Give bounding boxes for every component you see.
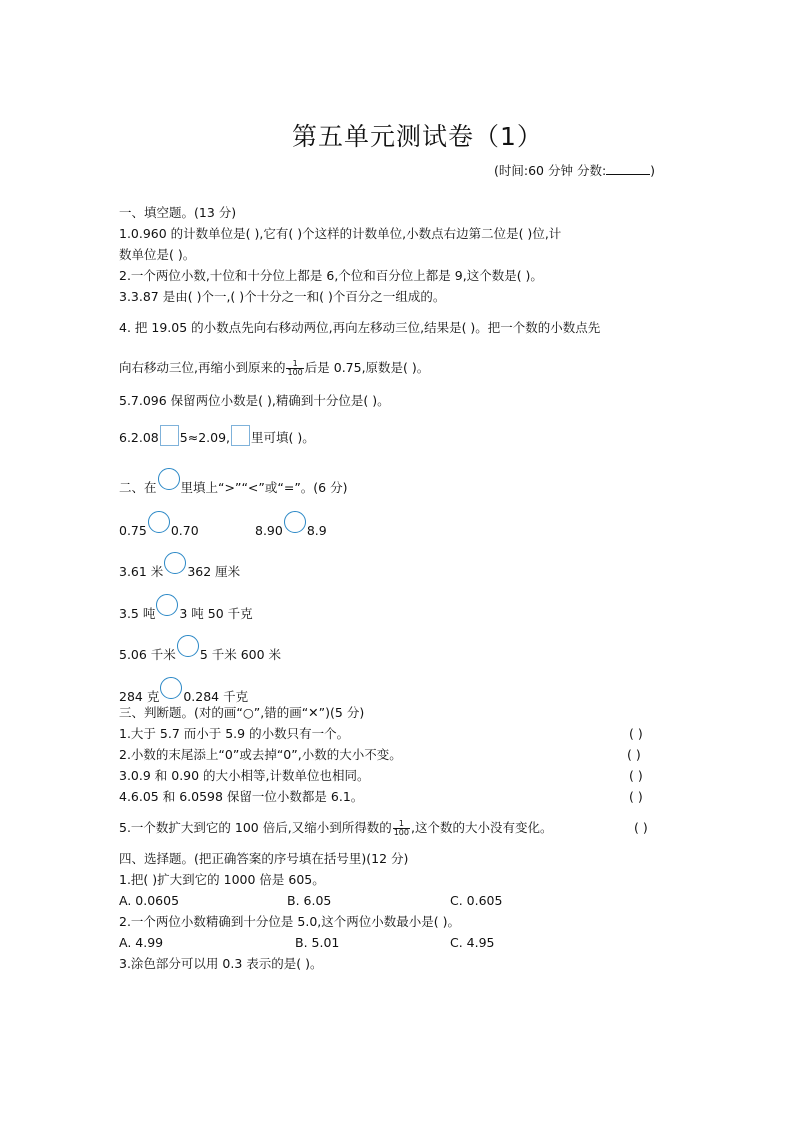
fraction-denominator: 100	[287, 368, 303, 377]
judge-item-5-after: ,这个数的大小没有变化。	[411, 820, 553, 835]
s2-heading-after: 里填上“>”“<”或“=”。(6 分)	[180, 480, 348, 495]
s1-question-1-line-2: 数单位是( )。	[119, 247, 196, 262]
compare-right: 362 厘米	[187, 564, 241, 579]
compare-row-1b	[255, 511, 327, 539]
judge-item-5-before: 5.一个数扩大到它的 100 倍后,又缩小到所得数的	[119, 820, 392, 835]
judge-paren[interactable]: ( )	[634, 820, 648, 835]
judge-paren[interactable]: ( )	[629, 726, 643, 741]
digit-box[interactable]	[160, 425, 179, 446]
compare-row-4	[119, 635, 281, 663]
judge-paren[interactable]: ( )	[629, 768, 643, 783]
compare-row-1a	[119, 511, 199, 539]
compare-circle[interactable]	[284, 511, 306, 533]
section-3-heading: 三、判断题。(对的画“○”,错的画“✕”)(5 分)	[119, 705, 365, 720]
fraction-numerator: 1	[286, 360, 303, 369]
s1-question-4-line-2	[119, 360, 429, 377]
exam-meta-suffix: )	[650, 163, 656, 178]
s1-question-2: 2.一个两位小数,十位和十分位上都是 6,个位和百分位上都是 9,这个数是( )。	[119, 268, 543, 283]
section-2-heading	[119, 468, 347, 496]
compare-right: 8.9	[306, 523, 327, 538]
compare-left: 3.61 米	[119, 564, 164, 579]
page-title: 第五单元测试卷（1）	[292, 122, 543, 151]
fraction-one-hundredth	[286, 360, 303, 377]
s1-question-4-line-1: 4. 把 19.05 的小数点先向右移动两位,再向左移动三位,结果是( )。把一个数的小数点先	[119, 320, 601, 335]
choice-option-a[interactable]: A. 0.0605	[119, 893, 180, 908]
section-4-heading: 四、选择题。(把正确答案的序号填在括号里)(12 分)	[119, 851, 409, 866]
judge-paren[interactable]: ( )	[627, 747, 641, 762]
compare-left: 0.75	[119, 523, 147, 538]
fraction-numerator: 1	[393, 820, 410, 829]
judge-paren[interactable]: ( )	[629, 789, 643, 804]
fraction-denominator: 100	[393, 828, 409, 837]
choice-question-3: 3.涂色部分可以用 0.3 表示的是( )。	[119, 956, 323, 971]
choice-question-2: 2.一个两位小数精确到十分位是 5.0,这个两位小数最小是( )。	[119, 914, 460, 929]
judge-item-4: 4.6.05 和 6.0598 保留一位小数都是 6.1。	[119, 789, 364, 804]
s1-q4-text-after: 后是 0.75,原数是( )。	[304, 360, 430, 375]
choice-option-c[interactable]: C. 0.605	[450, 893, 503, 908]
choice-option-a[interactable]: A. 4.99	[119, 935, 164, 950]
compare-circle[interactable]	[164, 552, 186, 574]
judge-item-5	[119, 820, 552, 837]
s1-question-6	[119, 425, 315, 446]
compare-circle[interactable]	[160, 677, 182, 699]
exam-meta-prefix: (时间:60 分钟 分数:	[494, 163, 607, 178]
fraction-one-hundredth	[393, 820, 410, 837]
compare-left: 3.5 吨	[119, 606, 156, 621]
judge-item-2: 2.小数的末尾添上“0”或去掉“0”,小数的大小不变。	[119, 747, 402, 762]
compare-right: 5 千米 600 米	[199, 647, 282, 662]
choice-option-b[interactable]: B. 6.05	[287, 893, 332, 908]
choice-question-1: 1.把( )扩大到它的 1000 倍是 605。	[119, 872, 325, 887]
compare-circle[interactable]	[148, 511, 170, 533]
compare-row-2	[119, 552, 240, 580]
compare-left: 284 克	[119, 689, 160, 704]
judge-item-1: 1.大于 5.7 而小于 5.9 的小数只有一个。	[119, 726, 350, 741]
compare-right: 0.70	[170, 523, 199, 538]
s2-heading-before: 二、在	[119, 480, 157, 495]
judge-item-3: 3.0.9 和 0.90 的大小相等,计数单位也相同。	[119, 768, 370, 783]
score-blank[interactable]	[606, 162, 650, 175]
s1-q6-part-c: 里可填( )。	[251, 430, 315, 445]
compare-row-3	[119, 594, 253, 622]
s1-q6-part-a: 6.2.08	[119, 430, 159, 445]
compare-left: 5.06 千米	[119, 647, 176, 662]
compare-right: 3 吨 50 千克	[179, 606, 253, 621]
digit-box-reference	[231, 425, 250, 446]
compare-circle[interactable]	[177, 635, 199, 657]
compare-row-5	[119, 677, 248, 705]
compare-right: 0.284 千克	[183, 689, 249, 704]
exam-meta	[494, 162, 655, 179]
section-1-heading: 一、填空题。(13 分)	[119, 205, 237, 220]
s1-question-1-line-1: 1.0.960 的计数单位是( ),它有( )个这样的计数单位,小数点右边第二位是( )位,计	[119, 226, 562, 241]
compare-left: 8.90	[255, 523, 283, 538]
choice-option-b[interactable]: B. 5.01	[295, 935, 340, 950]
compare-circle-reference	[158, 468, 180, 490]
compare-circle[interactable]	[156, 594, 178, 616]
s1-q4-text-before: 向右移动三位,再缩小到原来的	[119, 360, 286, 375]
s1-question-3: 3.3.87 是由( )个一,( )个十分之一和( )个百分之一组成的。	[119, 289, 446, 304]
s1-question-5: 5.7.096 保留两位小数是( ),精确到十分位是( )。	[119, 393, 390, 408]
s1-q6-part-b: 5≈2.09,	[179, 430, 230, 445]
choice-option-c[interactable]: C. 4.95	[450, 935, 495, 950]
